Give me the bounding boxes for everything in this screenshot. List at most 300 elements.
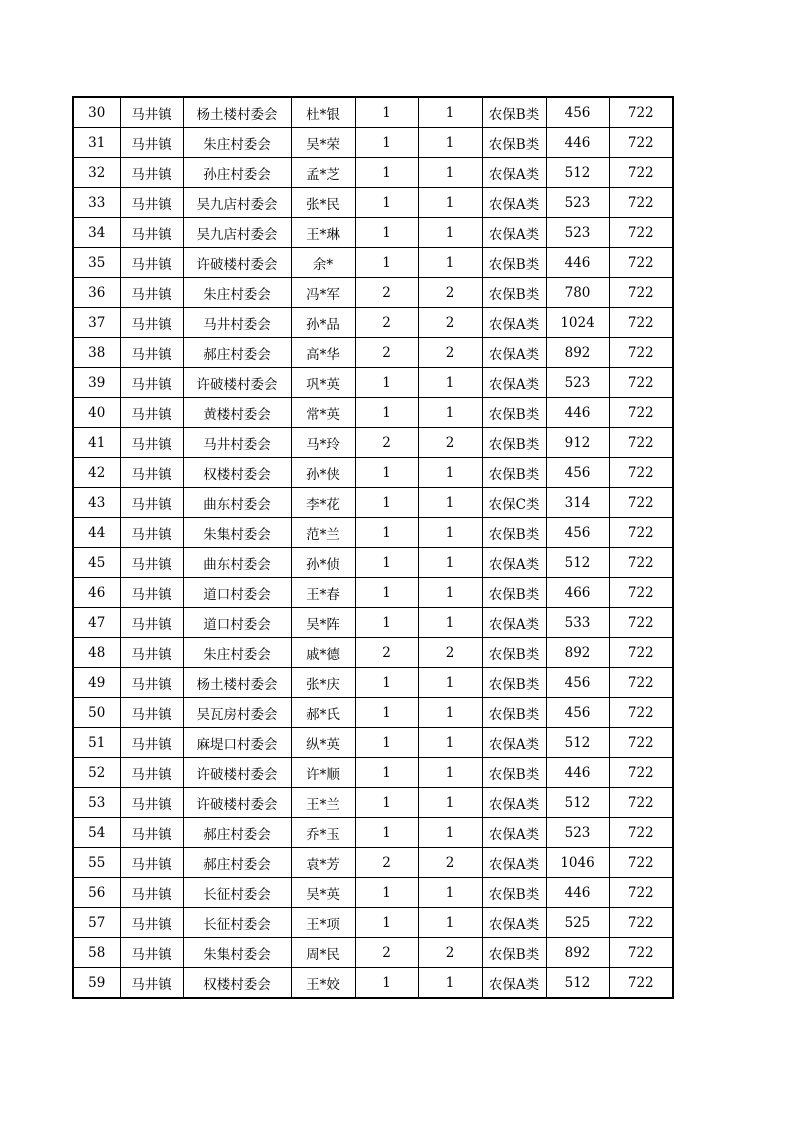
- row-number-cell: 33: [73, 188, 120, 218]
- row-number-cell: 55: [73, 848, 120, 878]
- amount-cell: 523: [546, 188, 609, 218]
- count-cell-a: 1: [355, 248, 418, 278]
- village-committee-cell: 长征村委会: [183, 908, 291, 938]
- count-cell-a: 1: [355, 97, 418, 128]
- count-cell-b: 1: [418, 608, 482, 638]
- count-cell-a: 1: [355, 698, 418, 728]
- row-number-cell: 37: [73, 308, 120, 338]
- count-cell-a: 2: [355, 638, 418, 668]
- township-cell: 马井镇: [120, 368, 183, 398]
- insurance-category-cell: 农保A类: [482, 608, 546, 638]
- count-cell-b: 1: [418, 158, 482, 188]
- insurance-category-cell: 农保A类: [482, 788, 546, 818]
- count-cell-b: 1: [418, 728, 482, 758]
- count-cell-a: 1: [355, 368, 418, 398]
- village-committee-cell: 曲东村委会: [183, 488, 291, 518]
- village-committee-cell: 许破楼村委会: [183, 368, 291, 398]
- standard-cell: 722: [609, 368, 673, 398]
- township-cell: 马井镇: [120, 758, 183, 788]
- table-row: [73, 758, 673, 788]
- insurance-category-cell: 农保B类: [482, 248, 546, 278]
- township-cell: 马井镇: [120, 188, 183, 218]
- amount-cell: 456: [546, 668, 609, 698]
- name-cell: 纵*英: [291, 728, 355, 758]
- count-cell-a: 2: [355, 308, 418, 338]
- row-number-cell: 34: [73, 218, 120, 248]
- name-cell: 郝*氏: [291, 698, 355, 728]
- count-cell-b: 1: [418, 97, 482, 128]
- township-cell: 马井镇: [120, 608, 183, 638]
- township-cell: 马井镇: [120, 878, 183, 908]
- village-committee-cell: 长征村委会: [183, 878, 291, 908]
- count-cell-a: 1: [355, 668, 418, 698]
- township-cell: 马井镇: [120, 548, 183, 578]
- count-cell-b: 1: [418, 218, 482, 248]
- township-cell: 马井镇: [120, 398, 183, 428]
- count-cell-a: 2: [355, 338, 418, 368]
- amount-cell: 456: [546, 97, 609, 128]
- amount-cell: 456: [546, 458, 609, 488]
- township-cell: 马井镇: [120, 518, 183, 548]
- count-cell-a: 1: [355, 608, 418, 638]
- name-cell: 范*兰: [291, 518, 355, 548]
- count-cell-b: 1: [418, 368, 482, 398]
- row-number-cell: 36: [73, 278, 120, 308]
- insurance-category-cell: 农保B类: [482, 938, 546, 968]
- amount-cell: 512: [546, 548, 609, 578]
- table-row: [73, 308, 673, 338]
- count-cell-a: 1: [355, 218, 418, 248]
- row-number-cell: 49: [73, 668, 120, 698]
- row-number-cell: 45: [73, 548, 120, 578]
- count-cell-a: 1: [355, 488, 418, 518]
- standard-cell: 722: [609, 128, 673, 158]
- township-cell: 马井镇: [120, 278, 183, 308]
- insurance-category-cell: 农保A类: [482, 818, 546, 848]
- count-cell-b: 1: [418, 548, 482, 578]
- amount-cell: 892: [546, 938, 609, 968]
- village-committee-cell: 许破楼村委会: [183, 788, 291, 818]
- insurance-category-cell: 农保A类: [482, 308, 546, 338]
- township-cell: 马井镇: [120, 698, 183, 728]
- insurance-category-cell: 农保B类: [482, 97, 546, 128]
- insurance-category-cell: 农保A类: [482, 968, 546, 999]
- table-body: [73, 97, 673, 998]
- village-committee-cell: 许破楼村委会: [183, 758, 291, 788]
- village-committee-cell: 道口村委会: [183, 578, 291, 608]
- standard-cell: 722: [609, 308, 673, 338]
- row-number-cell: 59: [73, 968, 120, 999]
- count-cell-b: 1: [418, 698, 482, 728]
- amount-cell: 512: [546, 788, 609, 818]
- name-cell: 巩*英: [291, 368, 355, 398]
- name-cell: 许*顺: [291, 758, 355, 788]
- standard-cell: 722: [609, 608, 673, 638]
- standard-cell: 722: [609, 758, 673, 788]
- standard-cell: 722: [609, 97, 673, 128]
- insurance-category-cell: 农保B类: [482, 668, 546, 698]
- insurance-category-cell: 农保B类: [482, 278, 546, 308]
- table-row: [73, 608, 673, 638]
- name-cell: 杜*银: [291, 97, 355, 128]
- amount-cell: 446: [546, 758, 609, 788]
- standard-cell: 722: [609, 278, 673, 308]
- count-cell-b: 1: [418, 818, 482, 848]
- amount-cell: 523: [546, 218, 609, 248]
- count-cell-b: 1: [418, 578, 482, 608]
- count-cell-a: 1: [355, 758, 418, 788]
- table-row: [73, 698, 673, 728]
- insurance-category-cell: 农保A类: [482, 368, 546, 398]
- count-cell-b: 1: [418, 188, 482, 218]
- count-cell-b: 1: [418, 758, 482, 788]
- village-committee-cell: 许破楼村委会: [183, 248, 291, 278]
- table-row: [73, 97, 673, 128]
- township-cell: 马井镇: [120, 458, 183, 488]
- name-cell: 余*: [291, 248, 355, 278]
- name-cell: 李*花: [291, 488, 355, 518]
- amount-cell: 533: [546, 608, 609, 638]
- amount-cell: 892: [546, 638, 609, 668]
- count-cell-b: 1: [418, 788, 482, 818]
- name-cell: 吴*英: [291, 878, 355, 908]
- standard-cell: 722: [609, 818, 673, 848]
- table-row: [73, 398, 673, 428]
- name-cell: 王*兰: [291, 788, 355, 818]
- name-cell: 王*琳: [291, 218, 355, 248]
- village-committee-cell: 吴瓦房村委会: [183, 698, 291, 728]
- township-cell: 马井镇: [120, 248, 183, 278]
- count-cell-b: 1: [418, 248, 482, 278]
- name-cell: 高*华: [291, 338, 355, 368]
- row-number-cell: 46: [73, 578, 120, 608]
- count-cell-a: 1: [355, 908, 418, 938]
- count-cell-b: 1: [418, 908, 482, 938]
- row-number-cell: 40: [73, 398, 120, 428]
- insurance-category-cell: 农保B类: [482, 428, 546, 458]
- table-row: [73, 848, 673, 878]
- standard-cell: 722: [609, 578, 673, 608]
- standard-cell: 722: [609, 218, 673, 248]
- count-cell-b: 1: [418, 398, 482, 428]
- township-cell: 马井镇: [120, 338, 183, 368]
- count-cell-a: 1: [355, 878, 418, 908]
- township-cell: 马井镇: [120, 308, 183, 338]
- table-row: [73, 158, 673, 188]
- village-committee-cell: 郝庄村委会: [183, 338, 291, 368]
- row-number-cell: 30: [73, 97, 120, 128]
- insurance-category-cell: 农保A类: [482, 338, 546, 368]
- amount-cell: 780: [546, 278, 609, 308]
- village-committee-cell: 郝庄村委会: [183, 818, 291, 848]
- amount-cell: 446: [546, 878, 609, 908]
- township-cell: 马井镇: [120, 968, 183, 999]
- township-cell: 马井镇: [120, 668, 183, 698]
- table-row: [73, 638, 673, 668]
- count-cell-b: 1: [418, 878, 482, 908]
- village-committee-cell: 吴九店村委会: [183, 218, 291, 248]
- township-cell: 马井镇: [120, 128, 183, 158]
- standard-cell: 722: [609, 788, 673, 818]
- township-cell: 马井镇: [120, 218, 183, 248]
- insurance-category-cell: 农保B类: [482, 878, 546, 908]
- amount-cell: 446: [546, 128, 609, 158]
- table-row: [73, 188, 673, 218]
- insurance-category-cell: 农保B类: [482, 578, 546, 608]
- name-cell: 张*民: [291, 188, 355, 218]
- name-cell: 袁*芳: [291, 848, 355, 878]
- count-cell-a: 2: [355, 428, 418, 458]
- count-cell-a: 2: [355, 938, 418, 968]
- standard-cell: 722: [609, 488, 673, 518]
- amount-cell: 456: [546, 698, 609, 728]
- count-cell-a: 1: [355, 128, 418, 158]
- insurance-category-cell: 农保A类: [482, 188, 546, 218]
- row-number-cell: 39: [73, 368, 120, 398]
- name-cell: 孙*侠: [291, 458, 355, 488]
- amount-cell: 1046: [546, 848, 609, 878]
- village-committee-cell: 孙庄村委会: [183, 158, 291, 188]
- row-number-cell: 51: [73, 728, 120, 758]
- count-cell-a: 1: [355, 518, 418, 548]
- count-cell-b: 1: [418, 488, 482, 518]
- count-cell-b: 2: [418, 938, 482, 968]
- row-number-cell: 44: [73, 518, 120, 548]
- village-committee-cell: 马井村委会: [183, 308, 291, 338]
- row-number-cell: 56: [73, 878, 120, 908]
- row-number-cell: 48: [73, 638, 120, 668]
- row-number-cell: 54: [73, 818, 120, 848]
- table-row: [73, 458, 673, 488]
- village-committee-cell: 朱集村委会: [183, 938, 291, 968]
- row-number-cell: 52: [73, 758, 120, 788]
- township-cell: 马井镇: [120, 578, 183, 608]
- insurance-category-cell: 农保B类: [482, 758, 546, 788]
- amount-cell: 456: [546, 518, 609, 548]
- standard-cell: 722: [609, 908, 673, 938]
- name-cell: 吴*荣: [291, 128, 355, 158]
- village-committee-cell: 权楼村委会: [183, 458, 291, 488]
- standard-cell: 722: [609, 638, 673, 668]
- township-cell: 马井镇: [120, 818, 183, 848]
- table-row: [73, 428, 673, 458]
- table-row: [73, 128, 673, 158]
- amount-cell: 892: [546, 338, 609, 368]
- table-row: [73, 788, 673, 818]
- village-committee-cell: 朱庄村委会: [183, 638, 291, 668]
- insurance-category-cell: 农保A类: [482, 548, 546, 578]
- table-row: [73, 818, 673, 848]
- count-cell-a: 1: [355, 188, 418, 218]
- village-committee-cell: 道口村委会: [183, 608, 291, 638]
- amount-cell: 512: [546, 158, 609, 188]
- row-number-cell: 47: [73, 608, 120, 638]
- table-row: [73, 338, 673, 368]
- table-row: [73, 668, 673, 698]
- standard-cell: 722: [609, 458, 673, 488]
- amount-cell: 1024: [546, 308, 609, 338]
- table-row: [73, 518, 673, 548]
- amount-cell: 525: [546, 908, 609, 938]
- township-cell: 马井镇: [120, 638, 183, 668]
- standard-cell: 722: [609, 338, 673, 368]
- name-cell: 马*玲: [291, 428, 355, 458]
- count-cell-a: 1: [355, 968, 418, 999]
- insurance-category-cell: 农保A类: [482, 848, 546, 878]
- count-cell-b: 1: [418, 668, 482, 698]
- count-cell-b: 1: [418, 458, 482, 488]
- count-cell-a: 1: [355, 548, 418, 578]
- standard-cell: 722: [609, 938, 673, 968]
- name-cell: 吴*阵: [291, 608, 355, 638]
- count-cell-b: 1: [418, 518, 482, 548]
- table-row: [73, 248, 673, 278]
- insurance-category-cell: 农保A类: [482, 218, 546, 248]
- count-cell-a: 1: [355, 398, 418, 428]
- standard-cell: 722: [609, 698, 673, 728]
- count-cell-b: 2: [418, 278, 482, 308]
- count-cell-a: 1: [355, 728, 418, 758]
- village-committee-cell: 曲东村委会: [183, 548, 291, 578]
- village-committee-cell: 朱庄村委会: [183, 128, 291, 158]
- amount-cell: 466: [546, 578, 609, 608]
- count-cell-b: 2: [418, 338, 482, 368]
- name-cell: 张*庆: [291, 668, 355, 698]
- village-committee-cell: 郝庄村委会: [183, 848, 291, 878]
- table-row: [73, 548, 673, 578]
- insurance-category-cell: 农保C类: [482, 488, 546, 518]
- row-number-cell: 32: [73, 158, 120, 188]
- name-cell: 王*春: [291, 578, 355, 608]
- row-number-cell: 53: [73, 788, 120, 818]
- count-cell-a: 2: [355, 848, 418, 878]
- standard-cell: 722: [609, 548, 673, 578]
- amount-cell: 512: [546, 728, 609, 758]
- insurance-category-cell: 农保B类: [482, 518, 546, 548]
- insurance-category-cell: 农保A类: [482, 728, 546, 758]
- name-cell: 常*英: [291, 398, 355, 428]
- standard-cell: 722: [609, 398, 673, 428]
- count-cell-a: 2: [355, 278, 418, 308]
- township-cell: 马井镇: [120, 488, 183, 518]
- name-cell: 孟*芝: [291, 158, 355, 188]
- standard-cell: 722: [609, 518, 673, 548]
- insurance-category-cell: 农保A类: [482, 908, 546, 938]
- village-committee-cell: 朱庄村委会: [183, 278, 291, 308]
- village-committee-cell: 权楼村委会: [183, 968, 291, 999]
- insurance-category-cell: 农保A类: [482, 158, 546, 188]
- row-number-cell: 50: [73, 698, 120, 728]
- row-number-cell: 31: [73, 128, 120, 158]
- township-cell: 马井镇: [120, 158, 183, 188]
- table-row: [73, 488, 673, 518]
- amount-cell: 314: [546, 488, 609, 518]
- table-row: [73, 368, 673, 398]
- count-cell-a: 1: [355, 818, 418, 848]
- table-row: [73, 578, 673, 608]
- row-number-cell: 57: [73, 908, 120, 938]
- standard-cell: 722: [609, 428, 673, 458]
- village-committee-cell: 马井村委会: [183, 428, 291, 458]
- table-row: [73, 278, 673, 308]
- township-cell: 马井镇: [120, 428, 183, 458]
- row-number-cell: 38: [73, 338, 120, 368]
- standard-cell: 722: [609, 158, 673, 188]
- count-cell-b: 2: [418, 848, 482, 878]
- table-row: [73, 218, 673, 248]
- row-number-cell: 41: [73, 428, 120, 458]
- insurance-category-cell: 农保B类: [482, 698, 546, 728]
- name-cell: 王*项: [291, 908, 355, 938]
- standard-cell: 722: [609, 188, 673, 218]
- amount-cell: 912: [546, 428, 609, 458]
- name-cell: 王*姣: [291, 968, 355, 999]
- count-cell-a: 1: [355, 788, 418, 818]
- name-cell: 孙*品: [291, 308, 355, 338]
- village-committee-cell: 麻堤口村委会: [183, 728, 291, 758]
- table-row: [73, 908, 673, 938]
- row-number-cell: 43: [73, 488, 120, 518]
- name-cell: 乔*玉: [291, 818, 355, 848]
- row-number-cell: 58: [73, 938, 120, 968]
- count-cell-b: 1: [418, 128, 482, 158]
- insurance-category-cell: 农保B类: [482, 458, 546, 488]
- village-committee-cell: 杨土楼村委会: [183, 97, 291, 128]
- count-cell-b: 2: [418, 428, 482, 458]
- count-cell-b: 1: [418, 968, 482, 999]
- name-cell: 冯*军: [291, 278, 355, 308]
- township-cell: 马井镇: [120, 908, 183, 938]
- township-cell: 马井镇: [120, 848, 183, 878]
- village-committee-cell: 黄楼村委会: [183, 398, 291, 428]
- standard-cell: 722: [609, 248, 673, 278]
- name-cell: 孙*侦: [291, 548, 355, 578]
- assistance-table: [72, 96, 674, 999]
- amount-cell: 523: [546, 368, 609, 398]
- count-cell-a: 1: [355, 458, 418, 488]
- standard-cell: 722: [609, 968, 673, 999]
- table-row: [73, 878, 673, 908]
- count-cell-b: 2: [418, 638, 482, 668]
- amount-cell: 446: [546, 398, 609, 428]
- name-cell: 戚*德: [291, 638, 355, 668]
- count-cell-b: 2: [418, 308, 482, 338]
- amount-cell: 512: [546, 968, 609, 999]
- village-committee-cell: 吴九店村委会: [183, 188, 291, 218]
- amount-cell: 446: [546, 248, 609, 278]
- township-cell: 马井镇: [120, 728, 183, 758]
- village-committee-cell: 朱集村委会: [183, 518, 291, 548]
- table-row: [73, 968, 673, 999]
- village-committee-cell: 杨土楼村委会: [183, 668, 291, 698]
- township-cell: 马井镇: [120, 938, 183, 968]
- table-row: [73, 938, 673, 968]
- row-number-cell: 35: [73, 248, 120, 278]
- standard-cell: 722: [609, 878, 673, 908]
- table-row: [73, 728, 673, 758]
- insurance-category-cell: 农保B类: [482, 398, 546, 428]
- standard-cell: 722: [609, 668, 673, 698]
- insurance-category-cell: 农保B类: [482, 128, 546, 158]
- standard-cell: 722: [609, 848, 673, 878]
- amount-cell: 523: [546, 818, 609, 848]
- name-cell: 周*民: [291, 938, 355, 968]
- township-cell: 马井镇: [120, 788, 183, 818]
- township-cell: 马井镇: [120, 97, 183, 128]
- count-cell-a: 1: [355, 158, 418, 188]
- standard-cell: 722: [609, 728, 673, 758]
- insurance-category-cell: 农保B类: [482, 638, 546, 668]
